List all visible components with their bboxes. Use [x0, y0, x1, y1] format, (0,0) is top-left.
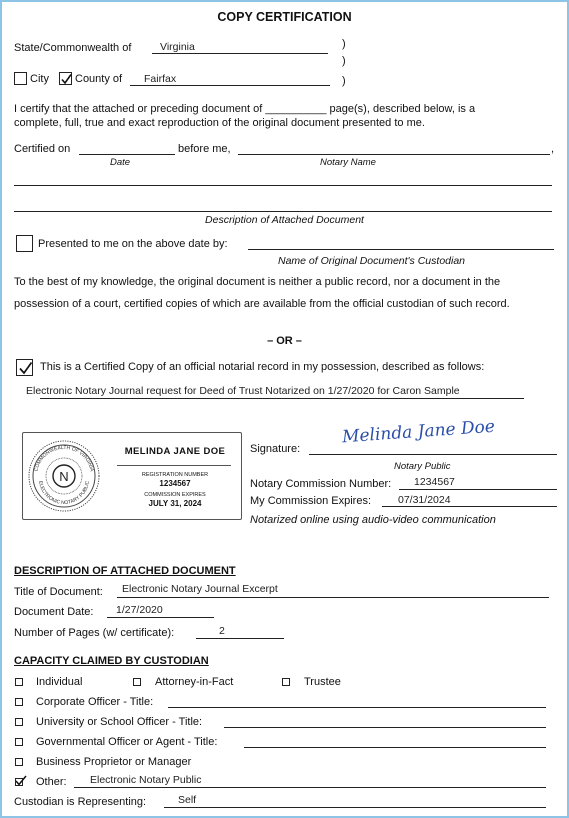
commission-number-label: Notary Commission Number: — [250, 478, 392, 490]
certify-text-1: I certify that the attached or preceding document of __________ page(s), described below, is a — [14, 103, 476, 115]
presented-label: Presented to me on the above date by: — [38, 238, 228, 250]
individual-checkbox[interactable] — [15, 678, 23, 686]
doc-date-label: Document Date: — [14, 606, 94, 618]
governmental-label: Governmental Officer or Agent - Title: — [36, 736, 218, 748]
doc-title-value[interactable]: Electronic Notary Journal Excerpt — [122, 583, 278, 595]
corporate-checkbox[interactable] — [15, 698, 23, 706]
university-title-line[interactable] — [224, 727, 546, 728]
university-label: University or School Officer - Title: — [36, 716, 203, 728]
city-checkbox[interactable] — [14, 72, 27, 85]
individual-label: Individual — [36, 676, 83, 688]
attorney-checkbox[interactable] — [133, 678, 141, 686]
attorney-label: Attorney-in-Fact — [155, 676, 234, 688]
comma: , — [551, 143, 555, 155]
certified-copy-checkbox[interactable] — [16, 359, 33, 376]
check-icon — [17, 360, 34, 377]
description-line-2[interactable] — [14, 211, 552, 212]
certify-text-2: complete, full, true and exact reproduction of the original document presented to me. — [14, 117, 425, 129]
svg-text:ELECTRONIC NOTARY PUBLIC — [37, 480, 91, 506]
governmental-checkbox[interactable] — [15, 738, 23, 746]
doc-section-heading: DESCRIPTION OF ATTACHED DOCUMENT — [14, 565, 236, 577]
seal-ring-top: COMMONWEALTH OF VIRGINIA — [33, 444, 95, 473]
representing-value[interactable]: Self — [178, 794, 197, 806]
corporate-title-line[interactable] — [168, 707, 546, 708]
date-caption: Date — [110, 157, 131, 168]
seal-reg-label: REGISTRATION NUMBER — [141, 472, 209, 478]
notary-name-caption: Notary Name — [320, 157, 376, 168]
seal-ring-bottom: ELECTRONIC NOTARY PUBLIC — [37, 480, 91, 507]
certified-copy-label: This is a Certified Copy of an official notarial record in my possession, described as follows: — [40, 361, 485, 373]
commission-expires-label: My Commission Expires: — [250, 495, 372, 507]
other-value[interactable]: Electronic Notary Public — [90, 774, 202, 786]
commission-number-line — [399, 489, 557, 490]
seal-center-letter: N — [59, 469, 69, 484]
check-icon — [60, 73, 73, 86]
signature-image: Melinda Jane Doe — [341, 416, 496, 448]
signature-line[interactable] — [309, 454, 557, 455]
other-label: Other: — [36, 776, 67, 788]
paren-1: ) — [342, 38, 346, 50]
seal-divider — [117, 465, 231, 466]
state-value[interactable]: Virginia — [160, 41, 195, 53]
other-line — [74, 787, 546, 788]
record-description[interactable]: Electronic Notary Journal request for Deed of Trust Notarized on 1/27/2020 for Caron Sample — [26, 385, 460, 397]
date-line[interactable] — [79, 154, 175, 155]
knowledge-text-1: To the best of my knowledge, the original document is neither a public record, nor a document in the — [14, 276, 501, 288]
paren-3: ) — [342, 75, 346, 87]
doc-pages-line — [196, 638, 284, 639]
signature-label: Signature: — [250, 443, 301, 455]
certified-on-label: Certified on — [14, 143, 71, 155]
governmental-title-line[interactable] — [244, 747, 546, 748]
seal-reg-number: 1234567 — [159, 479, 191, 488]
business-label: Business Proprietor or Manager — [36, 756, 192, 768]
university-checkbox[interactable] — [15, 718, 23, 726]
presented-checkbox[interactable] — [16, 235, 33, 252]
commission-number-value[interactable]: 1234567 — [414, 476, 455, 488]
seal-name: MELINDA JANE DOE — [124, 446, 226, 457]
seal-expires-label: COMMISSION EXPIRES — [144, 492, 206, 498]
seal-emblem-icon — [27, 439, 101, 513]
doc-date-value[interactable]: 1/27/2020 — [116, 604, 163, 616]
knowledge-text-2: possession of a court, certified copies of which are available from the official custodian of such record. — [14, 298, 510, 310]
custodian-caption: Name of Original Document's Custodian — [278, 255, 466, 267]
check-icon — [15, 775, 27, 787]
county-label: County of — [75, 73, 123, 85]
county-line — [130, 85, 330, 86]
trustee-label: Trustee — [304, 676, 341, 688]
commission-expires-line — [382, 506, 557, 507]
state-label: State/Commonwealth of — [14, 42, 132, 54]
doc-date-line — [107, 617, 214, 618]
record-description-line — [40, 398, 524, 399]
before-me-label: before me, — [178, 143, 231, 155]
other-checkbox[interactable] — [15, 778, 23, 786]
business-checkbox[interactable] — [15, 758, 23, 766]
custodian-name-line[interactable] — [248, 249, 554, 250]
notary-seal — [22, 432, 242, 520]
trustee-checkbox[interactable] — [282, 678, 290, 686]
description-line-1[interactable] — [14, 185, 552, 186]
corporate-label: Corporate Officer - Title: — [36, 696, 154, 708]
document-title: COPY CERTIFICATION — [217, 10, 352, 24]
paren-2: ) — [342, 55, 346, 67]
county-value[interactable]: Fairfax — [144, 73, 177, 85]
or-divider: – OR – — [267, 335, 302, 347]
notary-public-caption: Notary Public — [394, 461, 451, 472]
capacity-heading: CAPACITY CLAIMED BY CUSTODIAN — [14, 655, 209, 667]
online-notarization-note: Notarized online using audio-video communication — [250, 514, 496, 526]
representing-label: Custodian is Representing: — [14, 796, 147, 808]
state-line — [152, 53, 328, 54]
notary-name-line[interactable] — [238, 154, 550, 155]
county-checkbox[interactable] — [59, 72, 72, 85]
doc-title-label: Title of Document: — [14, 586, 103, 598]
commission-expires-value[interactable]: 07/31/2024 — [398, 494, 451, 506]
doc-title-line — [117, 597, 549, 598]
city-label: City — [30, 73, 49, 85]
representing-line — [164, 807, 546, 808]
doc-pages-label: Number of Pages (w/ certificate): — [14, 627, 175, 639]
description-caption: Description of Attached Document — [205, 214, 364, 226]
doc-pages-value[interactable]: 2 — [219, 625, 225, 637]
seal-expires-date: JULY 31, 2024 — [148, 499, 202, 508]
